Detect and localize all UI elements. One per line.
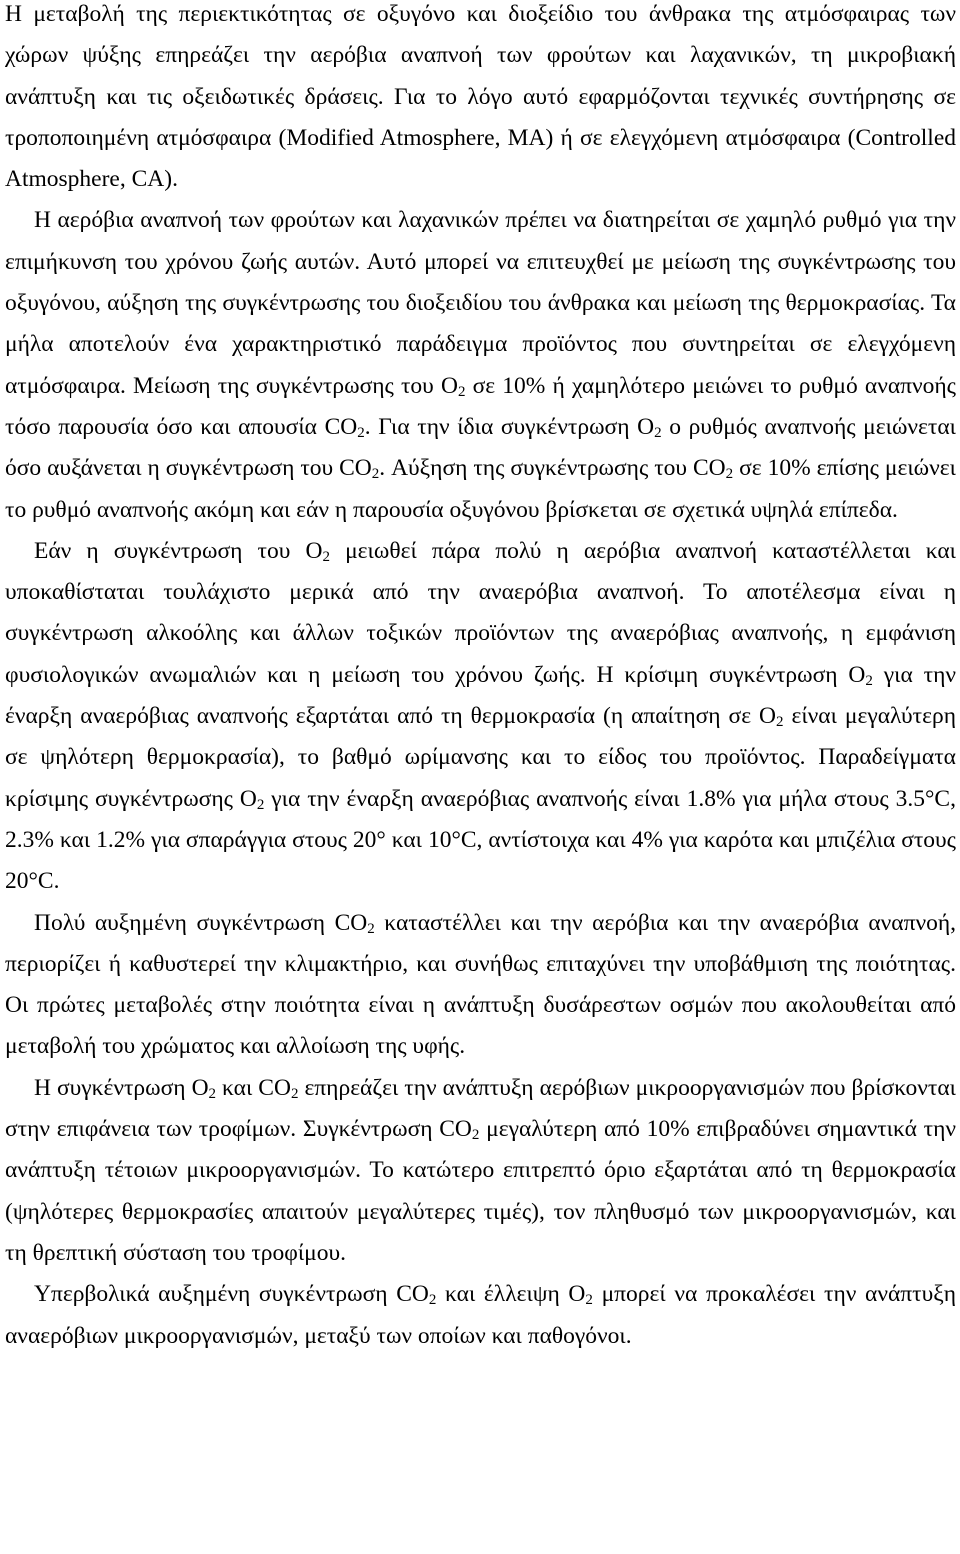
text-run: . Για την ίδια συγκέντρωση O bbox=[364, 413, 655, 440]
subscript: 2 bbox=[776, 714, 784, 731]
paragraph-microorganisms bbox=[5, 1068, 956, 1274]
text-run: Η αερόβια αναπνοή των φρούτων και λαχανικών πρέπει να διατηρείται σε χαμηλό ρυθμό για την επιμήκυνση του χρόνου ζωής αυτών. Αυτό μπορεί να επιτευχθεί με μείωση της συγκέντρωσης του οξυγόνου, αύξηση της συγκέντρωσης του διοξειδίου του άνθρακα και μείωση της θερμοκρασίας. Τα μήλα αποτελούν ένα χαρακτηριστικό παράδειγμα προϊόντος που συντηρείται σε ελεγχόμενη ατμόσφαιρα. Μείωση της συγκέντρωσης του O bbox=[5, 207, 956, 399]
subscript: 2 bbox=[371, 466, 380, 483]
paragraph-anaerobic-microorganisms bbox=[5, 1274, 956, 1357]
text-run: είναι μεγαλύτερη σε ψηλότερη θερμοκρασία), το βαθμό ωρίμανσης και το είδος του προϊόντος. Παραδείγματα κρίσιμης συγκέντρωσης O bbox=[5, 703, 956, 812]
paragraph-atmosphere-intro bbox=[5, 0, 956, 200]
paragraph-aerobic-respiration bbox=[5, 200, 956, 530]
document-page bbox=[5, 0, 956, 1357]
text-run: μεγαλύτερη από 10% επιβραδύνει σημαντικά την ανάπτυξη τέτοιων μικροοργανισμών. Το κατώτερο επιτρεπτό όριο εξαρτάται από τη θερμοκρασία (ψηλότερες θερμοκρασίες απαιτούν μεγαλύτερες τιμές), τον πληθυσμό των μικροοργανισμών, και τη θρεπτική σύσταση του τροφίμου. bbox=[5, 1116, 956, 1266]
subscript: 2 bbox=[457, 383, 466, 400]
text-run: και CO bbox=[216, 1074, 291, 1101]
text-run: Η μεταβολή της περιεκτικότητας σε οξυγόνο και διοξείδιο του άνθρακα της ατμόσφαιρας των χώρων ψύξης επηρεάζει την αερόβια αναπνοή των φρούτων και λαχανικών, τη μικροβιακή ανάπτυξη και τις οξειδωτικές δράσεις. Για το λόγο αυτό εφαρμόζονται τεχνικές συντήρησης σε τροποποιημένη ατμόσφαιρα (Modified Atmosphere, MA) ή σε ελεγχόμενη ατμόσφαιρα (Controlled Atmosphere, CA). bbox=[5, 1, 956, 193]
subscript: 2 bbox=[322, 548, 330, 565]
text-run: σε 10% ή χαμηλότερο μειώνει το ρυθμό αναπνοής τόσο παρουσία όσο και απουσία CO bbox=[5, 372, 956, 440]
text-run: Υπερβολικά αυξημένη συγκέντρωση CO bbox=[34, 1281, 429, 1308]
subscript: 2 bbox=[256, 796, 265, 813]
text-run: και έλλειψη O bbox=[436, 1281, 586, 1308]
text-run: Πολύ αυξημένη συγκέντρωση CO bbox=[34, 909, 368, 936]
subscript: 2 bbox=[725, 466, 734, 483]
subscript: 2 bbox=[428, 1292, 437, 1309]
subscript: 2 bbox=[208, 1085, 217, 1102]
text-run: . Αύξηση της συγκέντρωσης του CO bbox=[379, 455, 726, 482]
subscript: 2 bbox=[654, 424, 662, 441]
text-run: για την έναρξη αναερόβιας αναπνοής είναι 1.8% για μήλα στους 3.5°C, 2.3% και 1.2% για σπαράγγια στους 20° και 10°C, αντίστοιχα και 4% για καρότα και μπιζέλια στους 20°C. bbox=[5, 785, 956, 895]
text-run: Η συγκέντρωση O bbox=[34, 1074, 209, 1101]
text-run: ο ρυθμός αναπνοής μειώνεται όσο αυξάνεται η συγκέντρωση του CO bbox=[5, 413, 957, 482]
subscript: 2 bbox=[290, 1085, 299, 1102]
text-run: σε 10% επίσης μειώνει το ρυθμό αναπνοής ακόμη και εάν η παρουσία οξυγόνου βρίσκεται σε σχετικά υψηλά επίπεδα. bbox=[5, 455, 956, 523]
text-run: μπορεί να προκαλέσει την ανάπτυξη αναερόβιων μικροοργανισμών, μεταξύ των οποίων και παθογόνοι. bbox=[5, 1281, 956, 1349]
subscript: 2 bbox=[471, 1127, 480, 1144]
text-run: για την έναρξη αναερόβιας αναπνοής εξαρτάται από τη θερμοκρασία (η απαίτηση σε O bbox=[5, 661, 956, 730]
text-run: επηρεάζει την ανάπτυξη αερόβιων μικροοργανισμών που βρίσκονται στην επιφάνεια των τροφίμων. Συγκέντρωση CO bbox=[5, 1074, 957, 1143]
paragraph-anaerobic-respiration bbox=[5, 531, 956, 903]
subscript: 2 bbox=[367, 920, 375, 937]
subscript: 2 bbox=[865, 672, 873, 689]
text-run: καταστέλλει και την αερόβια και την αναερόβια αναπνοή, περιορίζει ή καθυστερεί την κλιμακτήριο, και συνήθως επιταχύνει την υποβάθμιση της ποιότητας. Οι πρώτες μεταβολές στην ποιότητα είναι η ανάπτυξη δυσάρεστων οσμών που ακολουθείται από μεταβολή του χρώματος και αλλοίωση της υφής. bbox=[5, 909, 957, 1060]
subscript: 2 bbox=[357, 424, 365, 441]
paragraph-high-co2 bbox=[5, 903, 956, 1068]
subscript: 2 bbox=[585, 1292, 593, 1309]
text-run: μειωθεί πάρα πολύ η αερόβια αναπνοή καταστέλλεται και υποκαθίσταται τουλάχιστο μερικά από την αναερόβια αναπνοή. Το αποτέλεσμα είναι η συγκέντρωση αλκοόλης και άλλων τοξικών προϊόντων της αναερόβιας αναπνοής, η εμφάνιση φυσιολογικών ανωμαλιών και η μείωση του χρόνου ζωής. Η κρίσιμη συγκέντρωση O bbox=[5, 537, 956, 688]
text-run: Εάν η συγκέντρωση του O bbox=[34, 537, 323, 564]
